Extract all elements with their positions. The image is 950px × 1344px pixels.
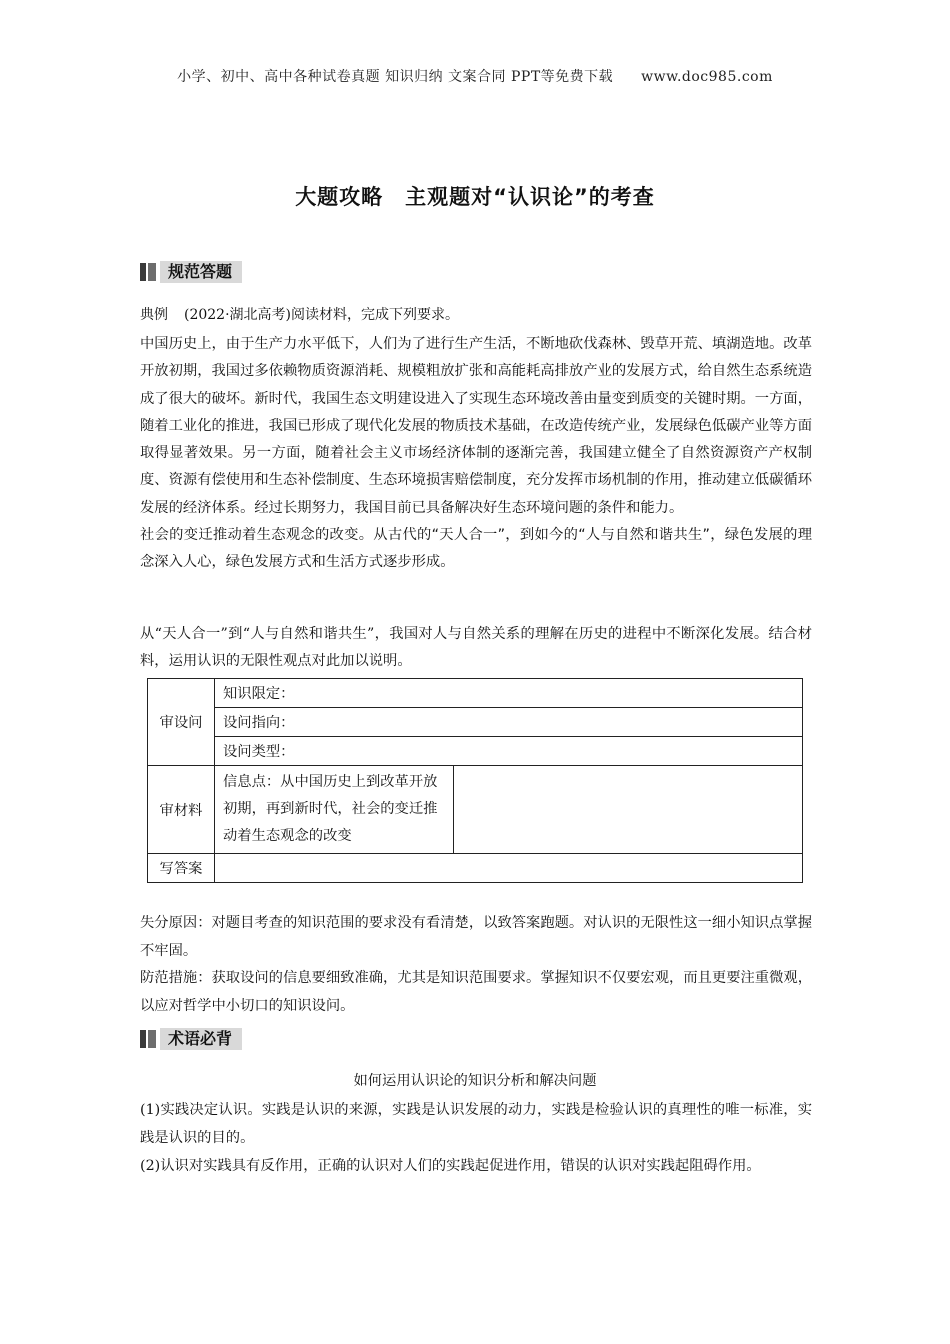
table-row — [148, 854, 803, 883]
section-heading-standard-answer — [140, 260, 242, 284]
table-row — [148, 766, 803, 854]
section-label: 术语必背 — [160, 1028, 242, 1050]
example-label: 典例 — [140, 307, 168, 323]
example-text: (2022·湖北高考)阅读材料，完成下列要求。 — [184, 307, 460, 323]
section-marker-icon — [140, 261, 158, 283]
header-left-text: 小学、初中、高中各种试卷真题 知识归纳 文案合同 PPT等免费下载 — [177, 69, 614, 85]
prevention-measure: 防范措施：获取设问的信息要细致准确，尤其是知识范围要求。掌握知识不仅要宏观，而且更要注重微观，以应对哲学中小切口的知识设问。 — [140, 970, 812, 1014]
terms-points — [140, 1096, 812, 1180]
answer-analysis-table — [147, 678, 803, 883]
analysis-block — [140, 910, 812, 1020]
info-point-cell: 信息点：从中国历史上到改革开放初期，再到新时代，社会的变迁推动着生态观念的改变 — [215, 766, 454, 854]
terms-title: 如何运用认识论的知识分析和解决问题 — [353, 1073, 597, 1089]
section-heading-terms — [140, 1027, 242, 1051]
header-website[interactable]: www.doc985.com — [641, 69, 773, 85]
loss-reason: 失分原因：对题目考查的知识范围的要求没有看清楚，以致答案跑题。对认识的无限性这一细小知识点掌握不牢固。 — [140, 915, 812, 959]
term-point-1: (1)实践决定认识。实践是认识的来源，实践是认识发展的动力，实践是检验认识的真理性的唯一标准，实践是认识的目的。 — [140, 1102, 812, 1146]
page-header — [0, 66, 950, 86]
material-paragraph-2: 社会的变迁推动着生态观念的改变。从古代的“天人合一”，到如今的“人与自然和谐共生”，绿色发展的理念深入人心，绿色发展方式和生活方式逐步形成。 — [140, 527, 812, 571]
example-line — [140, 304, 459, 324]
section-label: 规范答题 — [160, 261, 242, 283]
empty-answer-cell — [454, 766, 803, 854]
row-label-question: 审设问 — [148, 679, 215, 766]
question-text: 从“天人合一”到“人与自然和谐共生”，我国对人与自然关系的理解在历史的进程中不断深化发展。结合材料，运用认识的无限性观点对此加以说明。 — [140, 626, 812, 669]
section-marker-icon — [140, 1028, 158, 1050]
question-direction-cell: 设问指向： — [215, 708, 803, 737]
term-point-2: (2)认识对实践具有反作用，正确的认识对人们的实践起促进作用，错误的认识对实践起阻碍作用。 — [140, 1158, 761, 1174]
table-row — [148, 708, 803, 737]
material-paragraph-1: 中国历史上，由于生产力水平低下，人们为了进行生产生活，不断地砍伐森林、毁草开荒、填湖造地。改革开放初期，我国过多依赖物质资源消耗、规模粗放扩张和高能耗高排放产业的发展方式，给自然生态系统造成了很大的破坏。新时代，我国生态文明建设进入了实现生态环境改善由量变到质变的关键时期。一方面，随着工业化的推进，我国已形成了现代化发展的物质技术基础，在改造传统产业，发展绿色低碳产业等方面取得显著效果。另一方面，随着社会主义市场经济体制的逐渐完善，我国建立健全了自然资源资产产权制度、资源有偿使用和生态补偿制度、生态环境损害赔偿制度，充分发挥市场机制的作用，推动建立低碳循环发展的经济体系。经过长期努力，我国目前已具备解决好生态环境问题的条件和能力。 — [140, 336, 812, 516]
knowledge-limit-cell: 知识限定： — [215, 679, 803, 708]
answer-cell — [215, 854, 803, 883]
row-label-material: 审材料 — [148, 766, 215, 854]
row-label-answer: 写答案 — [148, 854, 215, 883]
material-text — [140, 331, 812, 577]
table-row — [148, 737, 803, 766]
table-row — [148, 679, 803, 708]
question-type-cell: 设问类型： — [215, 737, 803, 766]
document-title: 大题攻略 主观题对“认识论”的考查 — [295, 185, 655, 209]
